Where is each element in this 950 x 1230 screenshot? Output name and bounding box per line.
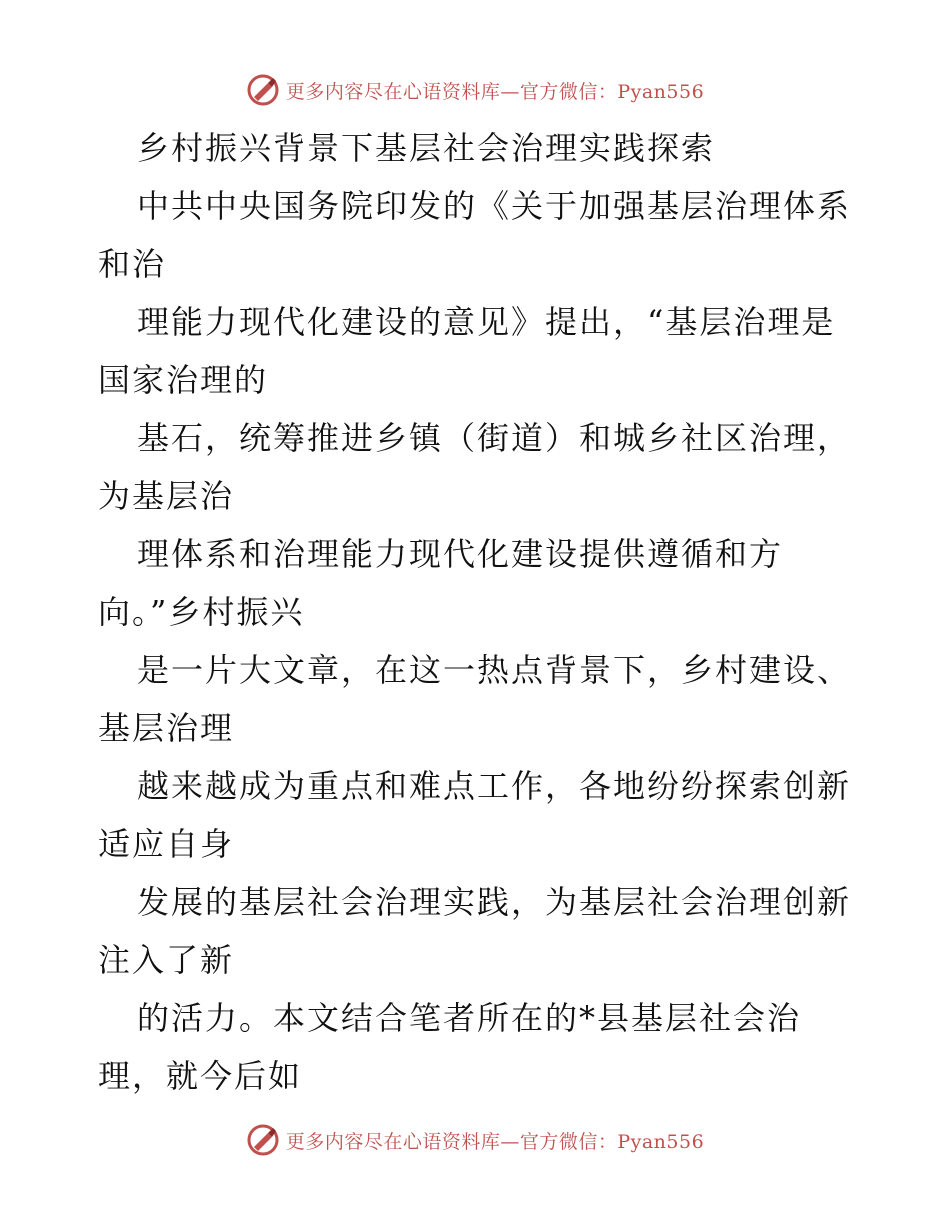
text-line: 发展的基层社会治理实践，为基层社会治理创新 bbox=[137, 883, 852, 921]
text-line: 是一片大文章，在这一热点背景下，乡村建设、 bbox=[137, 651, 852, 689]
text-line: 适应自身 bbox=[98, 825, 235, 863]
text-line: 理能力现代化建设的意见》提出，“基层治理是 bbox=[137, 303, 836, 341]
header-banner-text: 更多内容尽在心语资料库—官方微信：Pyan556 bbox=[285, 80, 705, 103]
footer-banner bbox=[0, 1120, 950, 1160]
document-title: 乡村振兴背景下基层社会治理实践探索 bbox=[137, 129, 716, 167]
text-line: 基石，统筹推进乡镇（街道）和城乡社区治理， bbox=[137, 419, 852, 457]
pen-logo-icon bbox=[246, 73, 280, 107]
text-line: 理，就今后如 bbox=[98, 1057, 303, 1095]
text-line: 和治 bbox=[98, 245, 167, 283]
text-line: 理体系和治理能力现代化建设提供遵循和方 bbox=[137, 535, 784, 573]
text-line: 越来越成为重点和难点工作，各地纷纷探索创新 bbox=[137, 767, 852, 805]
text-line: 基层治理 bbox=[98, 709, 235, 747]
text-line: 为基层治 bbox=[98, 477, 235, 515]
pen-logo-icon bbox=[246, 1123, 280, 1157]
footer-banner-text: 更多内容尽在心语资料库—官方微信：Pyan556 bbox=[285, 1130, 705, 1153]
text-line: 的活力。本文结合笔者所在的*县基层社会治 bbox=[137, 999, 802, 1037]
text-line: 国家治理的 bbox=[98, 361, 269, 399]
text-line: 向。”乡村振兴 bbox=[98, 593, 305, 631]
text-line: 注入了新 bbox=[98, 941, 235, 979]
header-banner bbox=[0, 70, 950, 110]
text-line: 中共中央国务院印发的《关于加强基层治理体系 bbox=[137, 187, 852, 225]
